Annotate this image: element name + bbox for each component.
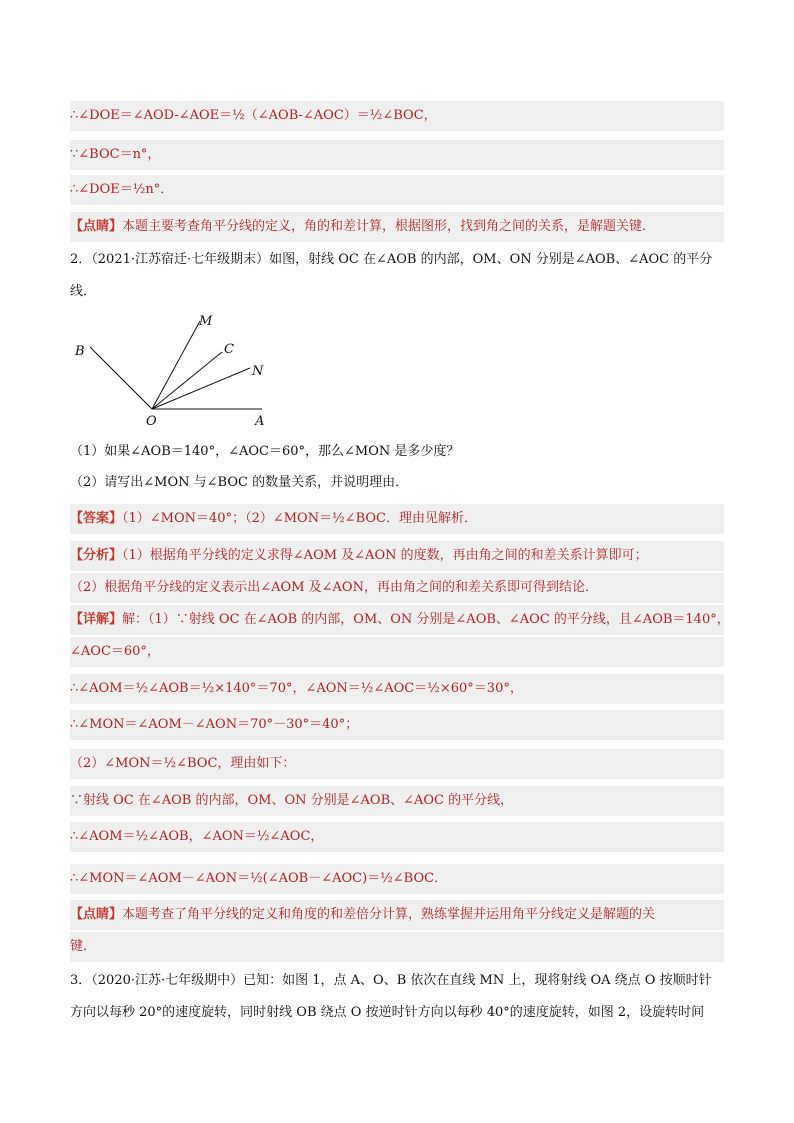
ray-ob	[90, 347, 152, 409]
analysis-row-2: （2）根据角平分线的定义表示出∠AOM 及∠AON，再由角之间的和差关系即可得到结论．	[70, 573, 724, 603]
key-point-text-2a: 本题考查了角平分线的定义和角度的和差倍分计算，熟练掌握并运用角平分线定义是解题的关	[122, 907, 656, 922]
detail-row-1	[70, 605, 730, 635]
question-2-part-2: （2）请写出∠MON 与∠BOC 的数量关系，并说明理由．	[70, 475, 409, 490]
detail-row-5: （2）∠MON＝½∠BOC，理由如下：	[70, 749, 724, 779]
solution-line-boc-value: ∵∠BOC＝n°，	[70, 140, 724, 170]
ray-om	[152, 321, 200, 409]
detail-row-3: ∴∠AOM＝½∠AOB＝½×140°＝70°，∠AON＝½∠AOC＝½×60°＝30°，	[70, 674, 724, 704]
detail-row-7: ∴∠AOM＝½∠AOB，∠AON＝½∠AOC，	[70, 822, 724, 852]
analysis-row-1	[70, 541, 724, 571]
answer-tag: 【答案】	[70, 511, 123, 526]
analysis-tag: 【分析】	[70, 548, 123, 563]
key-point-tag-2: 【点睛】	[70, 907, 123, 922]
question-3-line-1: 3．（2020·江苏·七年级期中）已知：如图 1，点 A、O、B 依次在直线 MN 上，现将射线 OA 绕点 O 按顺时针	[70, 973, 712, 988]
detail-text-1: 解：（1）∵射线 OC 在∠AOB 的内部，OM、ON 分别是∠AOB、∠AOC 的平分线，且∠AOB＝140°，	[122, 612, 730, 627]
detail-row-6: ∵射线 OC 在∠AOB 的内部，OM、ON 分别是∠AOB、∠AOC 的平分线，	[70, 786, 724, 816]
question-2-part-1: （1）如果∠AOB＝140°，∠AOC＝60°，那么∠MON 是多少度？	[70, 444, 460, 459]
angle-figure	[70, 305, 280, 435]
key-point-tag: 【点睛】	[70, 219, 123, 234]
label-b: B	[75, 344, 85, 359]
ray-oc	[152, 352, 222, 409]
analysis-text-1: （1）根据角平分线的定义求得∠AOM 及∠AON 的度数，再由角之间的和差关系计算即可；	[122, 548, 648, 563]
detail-row-8: ∴∠MON＝∠AOM－∠AON＝½(∠AOB－∠AOC)＝½∠BOC．	[70, 864, 724, 894]
key-point-text: 本题主要考查角平分线的定义，角的和差计算，根据图形，找到角之间的关系，是解题关键．	[122, 219, 656, 234]
solution-line-doe-expression: ∴∠DOE＝∠AOD-∠AOE＝½（∠AOB-∠AOC）＝½∠BOC，	[70, 101, 724, 131]
label-a: A	[255, 414, 265, 429]
key-point-row-2	[70, 900, 724, 930]
key-point-row-1	[70, 212, 724, 242]
detail-tag: 【详解】	[70, 612, 123, 627]
question-2-line-2: 线．	[70, 284, 97, 299]
solution-line-doe-result: ∴∠DOE＝½n°．	[70, 175, 724, 205]
answer-row	[70, 504, 724, 534]
question-3-line-2: 方向以每秒 20°的速度旋转，同时射线 OB 绕点 O 按逆时针方向以每秒 40°的速度旋转，如图 2，设旋转时间	[70, 1005, 705, 1020]
question-2-line-1: 2．（2021·江苏宿迁·七年级期末）如图，射线 OC 在∠AOB 的内部，OM、ON 分别是∠AOB、∠AOC 的平分	[70, 252, 713, 267]
label-o: O	[146, 414, 157, 429]
key-point-row-2b: 键．	[70, 932, 724, 962]
detail-row-2: ∠AOC＝60°，	[70, 637, 724, 667]
answer-text: （1）∠MON＝40°；（2）∠MON＝½∠BOC．理由见解析．	[122, 511, 477, 526]
label-m: M	[199, 314, 213, 329]
detail-row-4: ∴∠MON＝∠AOM－∠AON＝70°－30°＝40°；	[70, 710, 724, 740]
ray-on	[152, 368, 250, 409]
label-n: N	[252, 364, 264, 379]
label-c: C	[224, 342, 234, 357]
angle-diagram-svg	[70, 305, 280, 435]
